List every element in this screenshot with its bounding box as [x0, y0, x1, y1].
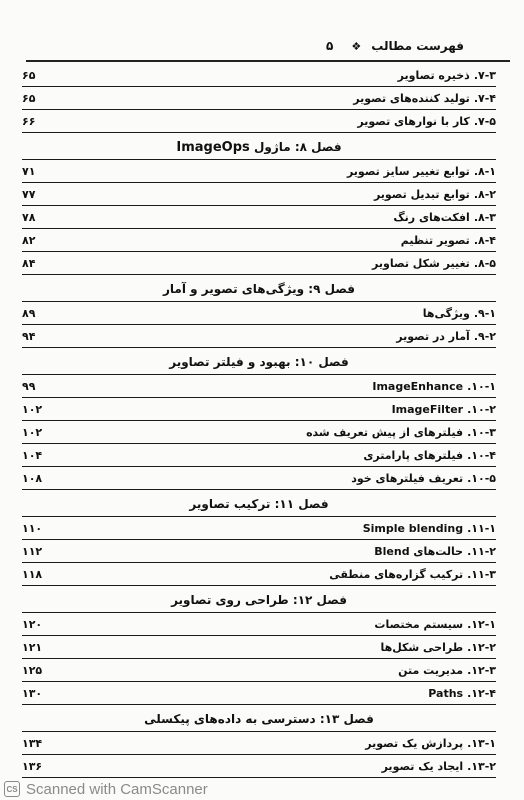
entry-page: ۸۴	[22, 256, 36, 270]
entry-title: توابع تبدیل تصویر	[373, 187, 470, 201]
toc-entry[interactable]	[22, 110, 496, 133]
entry-page: ۱۲۱	[22, 640, 43, 654]
chapter-heading[interactable]	[22, 707, 496, 732]
watermark-text: Scanned with CamScanner	[26, 780, 208, 798]
entry-number: ۸-۴.	[473, 233, 496, 247]
entry-number: ۱۱-۲.	[467, 544, 496, 558]
entry-number: ۸-۳.	[473, 210, 496, 224]
chapter-title: فصل ۱۱: ترکیب تصاویر	[189, 497, 329, 511]
entry-title: آمار در تصویر	[396, 329, 470, 343]
entry-title: ترکیب گزاره‌های منطقی	[329, 567, 464, 581]
chapter-title: فصل ۱۰: بهبود و فیلتر تصاویر	[169, 355, 349, 369]
entry-number: ۱۲-۳.	[467, 663, 496, 677]
toc-entry[interactable]	[22, 467, 496, 490]
entry-page: ۹۴	[22, 329, 36, 343]
toc-entry[interactable]	[22, 540, 496, 563]
entry-title: تولید کننده‌های تصویر	[353, 91, 470, 105]
toc-entry[interactable]	[22, 302, 496, 325]
toc-entry[interactable]	[22, 517, 496, 540]
toc-entry[interactable]	[22, 732, 496, 755]
entry-title: طراحی شکل‌ها	[380, 640, 464, 654]
entry-number: ۱۰-۲.	[467, 402, 496, 416]
header-title: فهرست مطالب	[371, 39, 464, 53]
page-header	[30, 36, 464, 56]
entry-page: ۸۹	[22, 306, 36, 320]
toc-entry[interactable]	[22, 206, 496, 229]
entry-number: ۷-۳.	[473, 68, 496, 82]
chapter-heading[interactable]	[22, 350, 496, 375]
entry-title: فیلترهای پارامتری	[363, 448, 464, 462]
entry-number: ۱۰-۴.	[467, 448, 496, 462]
toc-entry[interactable]	[22, 160, 496, 183]
camscanner-logo-icon: CS	[4, 781, 20, 797]
entry-page: ۱۰۲	[22, 425, 43, 439]
toc-entry[interactable]	[22, 563, 496, 586]
entry-page: ۱۳۰	[22, 686, 43, 700]
toc-entry[interactable]	[22, 325, 496, 348]
toc-entry[interactable]	[22, 183, 496, 206]
chapter-title: فصل ۹: ویژگی‌های تصویر و آمار	[162, 282, 356, 296]
entry-title: کار با نوارهای تصویر	[357, 114, 470, 128]
chapter-heading[interactable]	[22, 588, 496, 613]
entry-title: ذخیره تصاویر	[397, 68, 470, 82]
entry-number: ۱۳-۱.	[467, 736, 496, 750]
entry-title: ویژگی‌ها	[422, 306, 470, 320]
entry-number: ۱۲-۲.	[467, 640, 496, 654]
entry-page: ۶۵	[22, 68, 36, 82]
chapter-heading[interactable]	[22, 135, 496, 160]
toc-entry[interactable]	[22, 613, 496, 636]
chapter-title: فصل ۱۳: دسترسی به داده‌های پیکسلی	[144, 712, 374, 726]
toc-entry[interactable]	[22, 375, 496, 398]
entry-page: ۱۰۸	[22, 471, 43, 485]
entry-title: پردازش یک تصویر	[365, 736, 464, 750]
entry-number: ۱۱-۳.	[467, 567, 496, 581]
entry-title: ImageFilter	[391, 402, 464, 416]
toc-entry[interactable]	[22, 682, 496, 705]
entry-page: ۷۷	[22, 187, 36, 201]
entry-page: ۱۱۸	[22, 567, 43, 581]
header-rule	[26, 60, 510, 62]
entry-page: ۱۱۰	[22, 521, 43, 535]
entry-number: ۱۲-۱.	[467, 617, 496, 631]
entry-title: حالت‌های Blend	[374, 544, 464, 558]
entry-title: افکت‌های رنگ	[393, 210, 470, 224]
chapter-title: فصل ۱۲: طراحی روی تصاویر	[171, 593, 347, 607]
entry-page: ۱۳۴	[22, 736, 43, 750]
header-separator: ❖	[351, 39, 362, 53]
entry-title: تغییر شکل تصاویر	[372, 256, 470, 270]
chapter-title-latin: ImageOps	[176, 140, 250, 155]
entry-number: ۱۰-۵.	[467, 471, 496, 485]
entry-title: ایجاد یک تصویر	[381, 759, 464, 773]
scanner-watermark	[0, 778, 524, 800]
toc-entry[interactable]	[22, 64, 496, 87]
entry-page: ۱۲۵	[22, 663, 43, 677]
toc-entry[interactable]	[22, 421, 496, 444]
toc-entry[interactable]	[22, 398, 496, 421]
entry-number: ۸-۵.	[473, 256, 496, 270]
entry-number: ۱۰-۳.	[467, 425, 496, 439]
entry-title: Simple blending	[362, 521, 464, 535]
entry-title: سیستم مختصات	[374, 617, 464, 631]
entry-number: ۹-۱.	[473, 306, 496, 320]
toc-entry[interactable]	[22, 87, 496, 110]
entry-number: ۱۱-۱.	[467, 521, 496, 535]
entry-title: Paths	[428, 686, 464, 700]
entry-number: ۷-۴.	[473, 91, 496, 105]
chapter-heading[interactable]	[22, 277, 496, 302]
entry-number: ۷-۵.	[473, 114, 496, 128]
entry-number: ۸-۲.	[473, 187, 496, 201]
entry-page: ۶۶	[22, 114, 36, 128]
entry-number: ۹-۲.	[473, 329, 496, 343]
toc-entry[interactable]	[22, 252, 496, 275]
entry-page: ۱۱۲	[22, 544, 43, 558]
entry-number: ۸-۱.	[473, 164, 496, 178]
entry-page: ۷۸	[22, 210, 36, 224]
entry-title: ImageEnhance	[372, 379, 464, 393]
entry-page: ۱۰۴	[22, 448, 43, 462]
chapter-title: فصل ۸: ماژول	[253, 140, 342, 154]
toc-entry[interactable]	[22, 444, 496, 467]
chapter-heading[interactable]	[22, 492, 496, 517]
entry-page: ۱۰۲	[22, 402, 43, 416]
entry-number: ۱۰-۱.	[467, 379, 496, 393]
entry-page: ۹۹	[22, 379, 36, 393]
toc-entry[interactable]	[22, 755, 496, 778]
entry-page: ۸۲	[22, 233, 36, 247]
entry-page: ۱۲۰	[22, 617, 43, 631]
entry-title: توابع تغییر سایز تصویر	[346, 164, 470, 178]
entry-number: ۱۳-۲.	[467, 759, 496, 773]
toc-entry[interactable]	[22, 229, 496, 252]
entry-page: ۷۱	[22, 164, 36, 178]
table-of-contents	[22, 64, 496, 778]
toc-entry[interactable]	[22, 659, 496, 682]
entry-number: ۱۲-۴.	[467, 686, 496, 700]
entry-title: تعریف فیلترهای خود	[351, 471, 464, 485]
header-page-number: ۵	[326, 39, 334, 53]
entry-title: مدیریت متن	[398, 663, 464, 677]
entry-page: ۱۳۶	[22, 759, 43, 773]
entry-title: فیلترهای از پیش تعریف شده	[306, 425, 464, 439]
toc-entry[interactable]	[22, 636, 496, 659]
entry-page: ۶۵	[22, 91, 36, 105]
entry-title: تصویر تنظیم	[400, 233, 470, 247]
